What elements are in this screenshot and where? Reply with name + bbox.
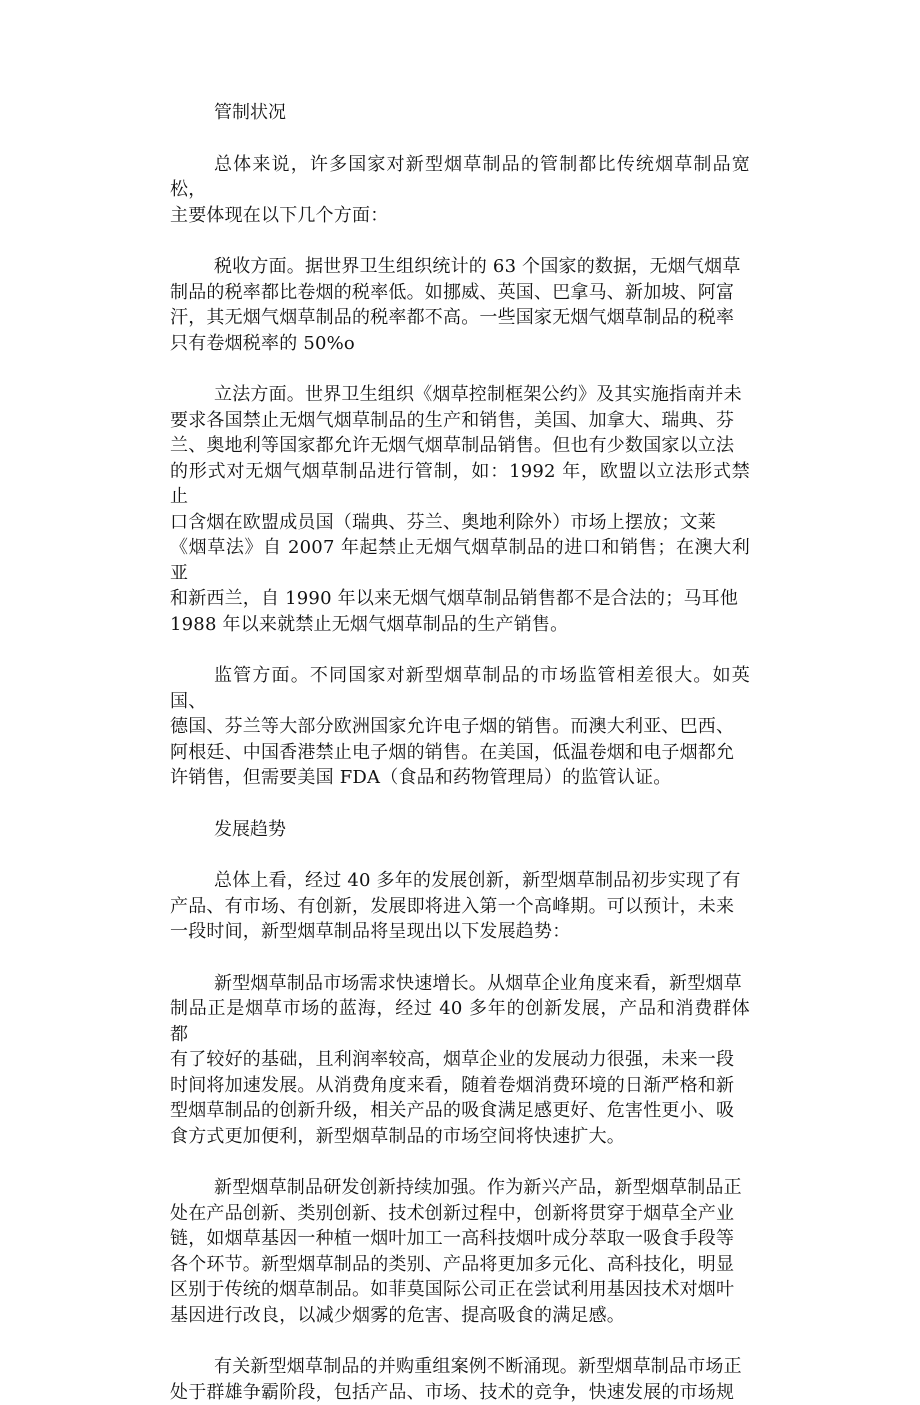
text-line: 阿根廷、中国香港禁止电子烟的销售。在美国，低温卷烟和电子烟都允 — [170, 740, 750, 766]
text-line: 许销售，但需要美国 FDA（食品和药物管理局）的监管认证。 — [170, 765, 750, 791]
text-line: 型烟草制品的创新升级，相关产品的吸食满足感更好、危害性更小、吸 — [170, 1098, 750, 1124]
text-line: 兰、奥地利等国家都允许无烟气烟草制品销售。但也有少数国家以立法 — [170, 433, 750, 459]
paragraph-regulation-overview — [170, 152, 750, 229]
paragraph-supervision — [170, 663, 750, 791]
text-line: 链，如烟草基因一种植一烟叶加工一高科技烟叶成分萃取一吸食手段等 — [170, 1226, 750, 1252]
text-line: 和新西兰，自 1990 年以来无烟气烟草制品销售都不是合法的；马耳他 — [170, 586, 750, 612]
text-line: 有了较好的基础，且利润率较高，烟草企业的发展动力很强，未来一段 — [170, 1047, 750, 1073]
paragraph-tax — [170, 254, 750, 356]
text-line: 总体上看，经过 40 多年的发展创新，新型烟草制品初步实现了有 — [170, 868, 750, 894]
text-line: 口含烟在欧盟成员国（瑞典、芬兰、奥地利除外）市场上摆放；文莱 — [170, 510, 750, 536]
text-line: 主要体现在以下几个方面： — [170, 203, 750, 229]
text-line: 处于群雄争霸阶段，包括产品、市场、技术的竞争，快速发展的市场规 — [170, 1380, 750, 1405]
text-line: 德国、芬兰等大部分欧洲国家允许电子烟的销售。而澳大利亚、巴西、 — [170, 714, 750, 740]
paragraph-trends-overview — [170, 868, 750, 945]
text-line: 产品、有市场、有创新，发展即将进入第一个高峰期。可以预计，未来 — [170, 894, 750, 920]
text-line: 新型烟草制品研发创新持续加强。作为新兴产品，新型烟草制品正 — [170, 1175, 750, 1201]
text-line: 基因进行改良，以减少烟雾的危害、提高吸食的满足感。 — [170, 1303, 750, 1329]
text-line: 新型烟草制品市场需求快速增长。从烟草企业角度来看，新型烟草 — [170, 971, 750, 997]
document-page — [170, 100, 750, 1405]
text-line: 《烟草法》自 2007 年起禁止无烟气烟草制品的进口和销售；在澳大利亚 — [170, 535, 750, 586]
text-line: 各个环节。新型烟草制品的类别、产品将更加多元化、高科技化，明显 — [170, 1252, 750, 1278]
text-line: 汗，其无烟气烟草制品的税率都不高。一些国家无烟气烟草制品的税率 — [170, 305, 750, 331]
text-line: 要求各国禁止无烟气烟草制品的生产和销售，美国、加拿大、瑞典、芬 — [170, 408, 750, 434]
paragraph-demand-growth — [170, 971, 750, 1150]
text-line: 立法方面。世界卫生组织《烟草控制框架公约》及其实施指南并未 — [170, 382, 750, 408]
text-line: 总体来说，许多国家对新型烟草制品的管制都比传统烟草制品宽松， — [170, 152, 750, 203]
text-line: 只有卷烟税率的 50%o — [170, 331, 750, 357]
text-line: 有关新型烟草制品的并购重组案例不断涌现。新型烟草制品市场正 — [170, 1354, 750, 1380]
paragraph-mergers — [170, 1354, 750, 1405]
paragraph-legislation — [170, 382, 750, 637]
text-line: 一段时间，新型烟草制品将呈现出以下发展趋势： — [170, 919, 750, 945]
text-line: 制品的税率都比卷烟的税率低。如挪威、英国、巴拿马、新加坡、阿富 — [170, 280, 750, 306]
text-line: 食方式更加便利，新型烟草制品的市场空间将快速扩大。 — [170, 1124, 750, 1150]
text-line: 税收方面。据世界卫生组织统计的 63 个国家的数据，无烟气烟草 — [170, 254, 750, 280]
paragraph-rnd-innovation — [170, 1175, 750, 1328]
text-line: 区别于传统的烟草制品。如菲莫国际公司正在尝试利用基因技术对烟叶 — [170, 1277, 750, 1303]
text-line: 处在产品创新、类别创新、技术创新过程中，创新将贯穿于烟草全产业 — [170, 1201, 750, 1227]
text-line: 的形式对无烟气烟草制品进行管制，如：1992 年，欧盟以立法形式禁止 — [170, 459, 750, 510]
section-heading-regulation: 管制状况 — [170, 100, 750, 126]
text-line: 1988 年以来就禁止无烟气烟草制品的生产销售。 — [170, 612, 750, 638]
text-line: 监管方面。不同国家对新型烟草制品的市场监管相差很大。如英国、 — [170, 663, 750, 714]
text-line: 制品正是烟草市场的蓝海，经过 40 多年的创新发展，产品和消费群体都 — [170, 996, 750, 1047]
text-line: 时间将加速发展。从消费角度来看，随着卷烟消费环境的日渐严格和新 — [170, 1073, 750, 1099]
section-heading-trends: 发展趋势 — [170, 817, 750, 843]
